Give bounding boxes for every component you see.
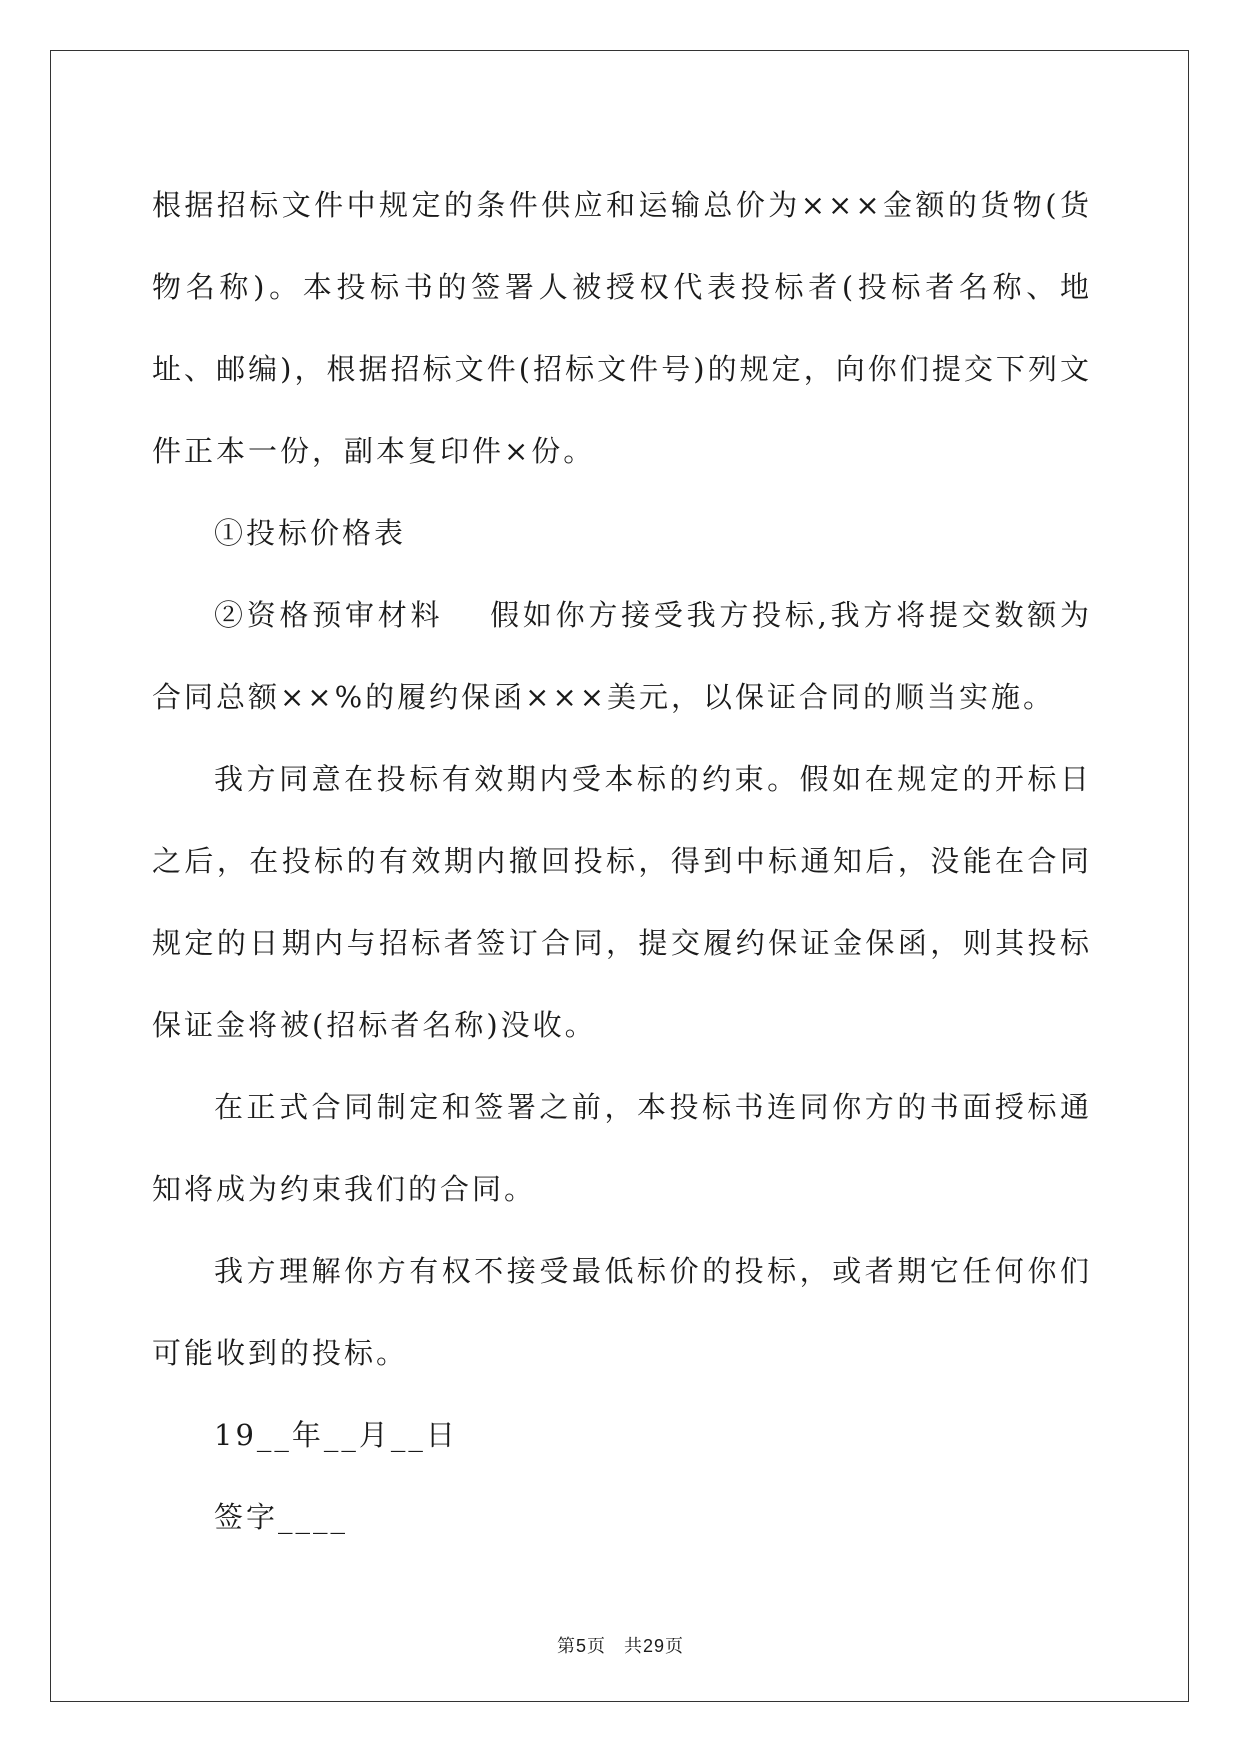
qualification-label: ②资格预审材料: [214, 598, 444, 632]
page-suffix: 页: [586, 1636, 606, 1657]
page-footer: [0, 1632, 1241, 1658]
paragraph-rights: 我方理解你方有权不接受最低标价的投标，或者期它任何你们可能收到的投标。: [152, 1254, 1092, 1370]
page-number: 5: [575, 1636, 587, 1656]
total-prefix: 共: [623, 1636, 643, 1657]
list-item-qualification: [152, 574, 1092, 738]
date-line: 19__年__月__日: [214, 1418, 458, 1452]
total-suffix: 页: [665, 1636, 685, 1657]
performance-bond-text: 假如你方接受我方投标,我方将提交数额为合同总额××%的履约保函×××美元，以保证合同的顺当实施。: [152, 598, 1092, 714]
total-pages: 29: [642, 1636, 666, 1656]
signature-line: 签字____: [214, 1500, 349, 1534]
page-prefix: 第: [556, 1636, 576, 1657]
paragraph-contract: 在正式合同制定和签署之前，本投标书连同你方的书面授标通知将成为约束我们的合同。: [152, 1090, 1092, 1206]
paragraph-bid-validity: 我方同意在投标有效期内受本标的约束。假如在规定的开标日之后，在投标的有效期内撤回投标，得到中标通知后，没能在合同规定的日期内与招标者签订合同，提交履约保证金保函，则其投标保证金将被(招标者名称)没收。: [152, 762, 1092, 1042]
paragraph-intro: 根据招标文件中规定的条件供应和运输总价为×××金额的货物(货物名称)。本投标书的签署人被授权代表投标者(投标者名称、地址、邮编)，根据招标文件(招标文件号)的规定，向你们提交下列文件正本一份，副本复印件×份。: [152, 188, 1092, 468]
document-body: [152, 164, 1092, 1558]
list-item-price-table: ①投标价格表: [214, 516, 407, 550]
